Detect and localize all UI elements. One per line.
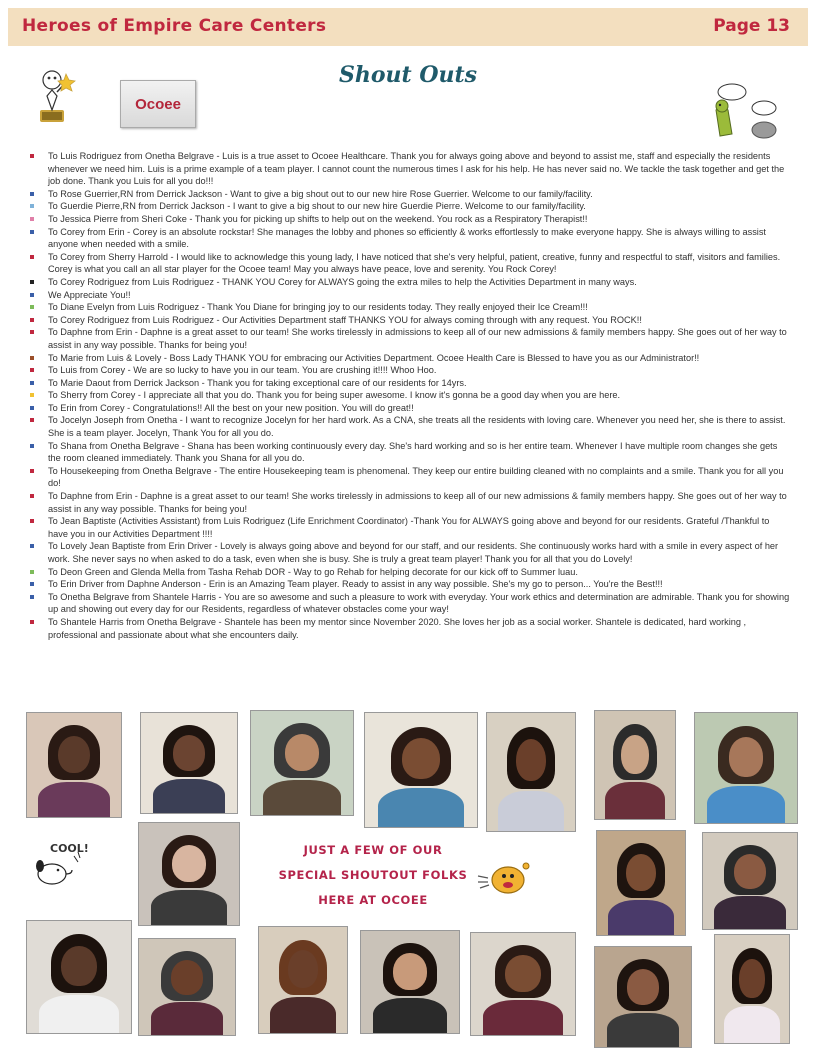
- bullet-icon: [30, 494, 34, 498]
- bullet-icon: [30, 217, 34, 221]
- cartoon-critter-icon: [474, 856, 534, 907]
- staff-photo: [250, 710, 354, 816]
- staff-photo: [702, 832, 798, 930]
- bullet-icon: [30, 582, 34, 586]
- shoutout-item: [26, 226, 790, 251]
- shoutout-item: [26, 515, 790, 540]
- staff-photo: [26, 712, 122, 818]
- staff-photo: [714, 934, 790, 1044]
- shoutout-text: To Jocelyn Joseph from Onetha - I want to recognize Jocelyn for her hard work. As a CNA, she treats all the residents with loving care. Whenever you need her, she is there to assist. She is a team player. Jocelyn, Thank You for all you do.: [48, 415, 786, 439]
- staff-photo: [140, 712, 238, 814]
- bullet-icon: [30, 230, 34, 234]
- page-number: Page 13: [713, 16, 790, 36]
- shoutout-text: To Erin from Corey - Congratulations!! All the best on your new position. You will do great!!: [48, 402, 414, 413]
- bullet-icon: [30, 393, 34, 397]
- bullet-icon: [30, 469, 34, 473]
- cartoon-speech-character-icon: [706, 82, 782, 147]
- bullet-icon: [30, 255, 34, 259]
- shoutout-text: To Guerdie Pierre,RN from Derrick Jackson - I want to give a big shout to our new hire Guerdie Pierre. Welcome to our family/facility.: [48, 201, 586, 212]
- bullet-icon: [30, 280, 34, 284]
- staff-photo: [694, 712, 798, 824]
- shoutout-item: [26, 414, 790, 439]
- staff-photo: [596, 830, 686, 936]
- bullet-icon: [30, 154, 34, 158]
- shoutout-text: To Luis from Corey - We are so lucky to have you in our team. You are crushing it!!!! Whoo Hoo.: [48, 365, 437, 376]
- shoutout-item: [26, 213, 790, 226]
- shoutout-item: [26, 440, 790, 465]
- shoutout-item: [26, 566, 790, 579]
- ocoee-logo: Ocoee: [120, 80, 196, 128]
- shoutout-item: [26, 314, 790, 327]
- shoutout-text: To Corey from Erin - Corey is an absolute rockstar! She manages the lobby and phones so efficiently & works effortlessly to make everyone happy. She is always willing to assist anyone when needed with a smile.: [48, 226, 766, 250]
- newsletter-title: Heroes of Empire Care Centers: [22, 16, 327, 36]
- staff-photo: [594, 946, 692, 1048]
- shoutout-text: We Appreciate You!!: [48, 289, 131, 300]
- shoutout-text: To Daphne from Erin - Daphne is a great asset to our team! She works tirelessly in admissions to keep all of our new admissions & family members happy. She goes out of her way to assist in any way possible. Thanks for being you!: [48, 327, 787, 350]
- staff-photo: [594, 710, 676, 820]
- shoutout-text: To Sherry from Corey - I appreciate all that you do. Thank you for being super awesome. I know it's gonna be a good day when you are here.: [48, 390, 621, 401]
- photo-caption: [278, 838, 468, 913]
- staff-photo: [138, 938, 236, 1036]
- shoutout-item: [26, 289, 790, 302]
- shoutout-text: To Diane Evelyn from Luis Rodriguez - Thank You Diane for bringing joy to our residents today. They really enjoyed their Ice Cream!!!: [48, 302, 588, 313]
- shoutout-item: [26, 251, 790, 276]
- shoutout-item: [26, 377, 790, 390]
- bullet-icon: [30, 544, 34, 548]
- staff-photo: [258, 926, 348, 1034]
- staff-photo: [360, 930, 460, 1034]
- shoutout-item: [26, 301, 790, 314]
- staff-photo: [364, 712, 478, 828]
- shoutout-text: To Deon Green and Glenda Mella from Tasha Rehab DOR - Way to go Rehab for helping decorate for our kick off to Summer luau.: [48, 566, 578, 577]
- caption-line-3: HERE AT OCOEE: [318, 893, 428, 907]
- shoutout-text: To Marie Daout from Derrick Jackson - Thank you for taking exceptional care of our residents for 14yrs.: [48, 377, 467, 388]
- shoutout-text: To Luis Rodriguez from Onetha Belgrave - Luis is a true asset to Ocoee Healthcare. Thank you for always going above and beyond to assist me, staff and especially the residents whenever we need him. Luis is a prime example of a team player. I cannot count the numerous times I ask for his help. He has never said no. We tackle the task together and get the job done. Thank you Luis for all you do!!!: [48, 151, 785, 187]
- bullet-icon: [30, 356, 34, 360]
- section-title: Shout Outs: [338, 62, 478, 88]
- shoutout-text: To Lovely Jean Baptiste from Erin Driver - Lovely is always going above and beyond for our staff, and our residents. She continuously works hard with a smile in every aspect of her work. She never says no when asked to do a task, even when she is busy. She is truly a great team player! Thank you for all that you do Lovely!: [48, 541, 779, 564]
- shoutout-item: [26, 352, 790, 365]
- shoutout-list: [26, 150, 790, 641]
- shoutout-item: [26, 465, 790, 490]
- bullet-icon: [30, 330, 34, 334]
- bullet-icon: [30, 570, 34, 574]
- bullet-icon: [30, 406, 34, 410]
- bullet-icon: [30, 519, 34, 523]
- staff-photo: [26, 920, 132, 1034]
- bullet-icon: [30, 444, 34, 448]
- shoutout-text: To Marie from Luis & Lovely - Boss Lady THANK YOU for embracing our Activities Department. Ocoee Health Care is Blessed to have you as our Administrator!!: [48, 352, 700, 363]
- cool-text: COOL!: [50, 842, 89, 855]
- shoutout-text: To Shana from Onetha Belgrave - Shana has been working continuously every day. She's hard working and so is her entire team. Whenever I have multiple room changes she gets the room cleaned immediately. Thank you Shana for all you do.: [48, 440, 778, 464]
- shoutout-item: [26, 389, 790, 402]
- shoutout-text: To Corey Rodriguez from Luis Rodriguez - Our Activities Department staff THANKS YOU for always coming through with any request. You ROCK!!: [48, 314, 642, 325]
- shoutout-text: To Daphne from Erin - Daphne is a great asset to our team! She works tirelessly in admissions to keep all of our new admissions & family members happy. She goes out of her way to assist in any way possible. Thanks for being you!: [48, 491, 787, 514]
- bullet-icon: [30, 418, 34, 422]
- staff-photo: [470, 932, 576, 1036]
- bullet-icon: [30, 368, 34, 372]
- shoutout-item: [26, 276, 790, 289]
- shoutout-text: To Jessica Pierre from Sheri Coke - Thank you for picking up shifts to help out on the weekend. You rock as a Respiratory Therapist!!: [48, 213, 588, 224]
- shoutout-item: [26, 150, 790, 188]
- cartoon-character-icon: [34, 66, 76, 131]
- shoutout-item: [26, 540, 790, 565]
- bullet-icon: [30, 204, 34, 208]
- bullet-icon: [30, 318, 34, 322]
- shoutout-item: [26, 402, 790, 415]
- caption-line-1: JUST A FEW OF OUR: [303, 843, 443, 857]
- staff-photo: [486, 712, 576, 832]
- shoutout-item: [26, 188, 790, 201]
- shoutout-text: To Shantele Harris from Onetha Belgrave - Shantele has been my mentor since November 2020. She loves her job as a social worker. Shantele is dedicated, hard working , professional and passionate about what she encounters daily.: [48, 616, 747, 640]
- bullet-icon: [30, 595, 34, 599]
- staff-photo: [138, 822, 240, 926]
- shoutout-item: [26, 616, 790, 641]
- shoutout-text: To Jean Baptiste (Activities Assistant) from Luis Rodriguez (Life Enrichment Coordinator) -Thank You for ALWAYS going above and beyond for our residents. Grateful /Thankful to have you in our Activities Department !!!!: [48, 516, 770, 539]
- cool-snoopy-icon: [30, 838, 100, 897]
- shoutout-item: [26, 326, 790, 351]
- bullet-icon: [30, 192, 34, 196]
- shoutout-text: To Corey Rodriguez from Luis Rodriguez - THANK YOU Corey for ALWAYS going the extra miles to help the Activities Department in many ways.: [48, 276, 637, 287]
- shoutout-item: [26, 578, 790, 591]
- bullet-icon: [30, 620, 34, 624]
- bullet-icon: [30, 293, 34, 297]
- shoutout-text: To Corey from Sherry Harrold - I would like to acknowledge this young lady, I have noticed that she's very helpful, patient, creative, funny and respectful to staff, visitors and families. Corey is what you call an all star player for the Ocoee team! May you always have peace, love and serenity. You Rock Corey!: [48, 251, 781, 275]
- bullet-icon: [30, 305, 34, 309]
- shoutout-text: To Housekeeping from Onetha Belgrave - The entire Housekeeping team is phenomenal. They keep our entire building cleaned with no complaints and a smile. Thank you for all you do!: [48, 465, 784, 489]
- shoutout-item: [26, 591, 790, 616]
- shoutout-item: [26, 490, 790, 515]
- shoutout-item: [26, 200, 790, 213]
- shoutout-text: To Erin Driver from Daphne Anderson - Erin is an Amazing Team player. Ready to assist in any way possible. She's my go to person... You're the Best!!!: [48, 579, 663, 590]
- shoutout-text: To Onetha Belgrave from Shantele Harris - You are so awesome and such a pleasure to work with everyday. Your work ethics and determination are admirable. Thank you for showing up and showing out every day for our Residents, regardless of whatever obstacles come your way!: [48, 591, 790, 615]
- caption-line-2: SPECIAL SHOUTOUT FOLKS: [278, 868, 468, 882]
- bullet-icon: [30, 381, 34, 385]
- shoutout-item: [26, 364, 790, 377]
- shoutout-text: To Rose Guerrier,RN from Derrick Jackson - Want to give a big shout out to our new hire Rose Guerrier. Welcome to our family/facility.: [48, 188, 593, 199]
